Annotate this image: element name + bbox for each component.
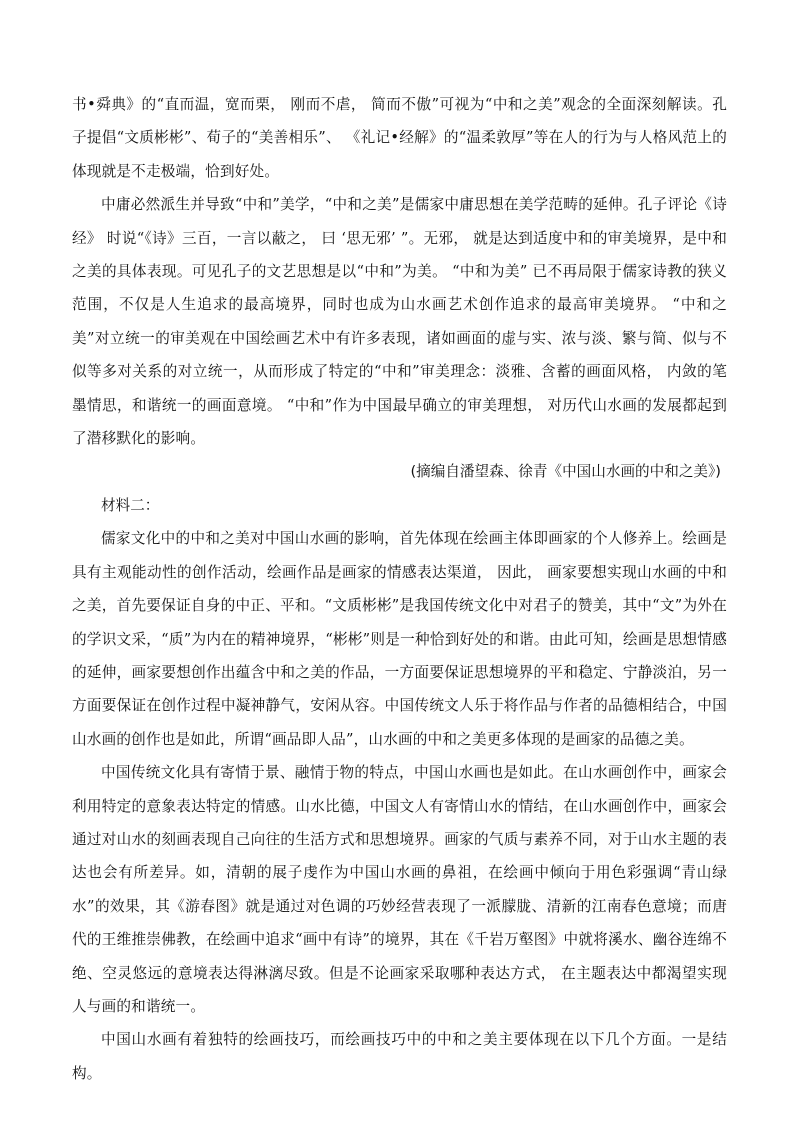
paragraph-painting-technique: 中国山水画有着独特的绘画技巧，而绘画技巧中的中和之美主要体现在以下几个方面。一是结构。 xyxy=(72,1031,727,1082)
paragraph-painter-cultivation: 儒家文化中的中和之美对中国山水画的影响，首先体现在绘画主体即画家的个人修养上。绘画是具有主观能动性的创作活动，绘画作品是画家的情感表达渠道， 因此， 画家要想实现山水画的中和之美，首先要保证自身的中正、平和。“文质彬彬”是我国传统文化中对君子的赞美，其中“文”为外在的学识文采，“质”为内在的精神境界，“彬彬”则是一种恰到好处的和谐。由此可知，绘画是思想情感的延伸，画家要想创作出蕴含中和之美的作品，一方面要保证思想境界的平和稳定、宁静淡泊，另一方面要保证在创作过程中凝神静气，安闲从容。中国传统文人乐于将作品与作者的品德相结合，中国山水画的创作也是如此，所谓“画品即人品”，山水画的中和之美更多体现的是画家的品德之美。 xyxy=(72,530,727,748)
paragraph-emotion-in-landscape: 中国传统文化具有寄情于景、融情于物的特点，中国山水画也是如此。在山水画创作中，画家会利用特定的意象表达特定的情感。山水比德，中国文人有寄情山水的情结，在山水画创作中，画家会通过对山水的刻画表现自己向往的生活方式和思想境界。画家的气质与素养不同，对于山水主题的表达也会有所差异。如，清朝的展子虔作为中国山水画的鼻祖，在绘画中倾向于用色彩强调“青山绿水”的效果，其《游春图》就是通过对色调的巧妙经营表现了一派朦胧、清新的江南春色意境；而唐代的王维推崇佛教，在绘画中追求“画中有诗”的境界，其在《千岩万壑图》中就将溪水、幽谷连绵不绝、空灵悠远的意境表达得淋漓尽致。但是不论画家采取哪种表达方式， 在主题表达中都渴望实现人与画的和谐统一。 xyxy=(72,764,727,1015)
paragraph-zhongyong-aesthetics: 中庸必然派生并导致“中和”美学，“中和之美”是儒家中庸思想在美学范畴的延伸。孔子评论《诗经》 时说“《诗》三百，一言以蔽之， 曰 ‘思无邪’ ”。无邪， 就是达到适度中和的审美境界，是中和之美的具体表现。可见孔子的文艺思想是以“中和”为美。 “中和为美” 已不再局限于儒家诗教的狭义范围，不仅是人生追求的最高境界，同时也成为山水画艺术创作追求的最高审美境界。 “中和之美”对立统一的审美观在中国绘画艺术中有许多表现，诸如画面的虚与实、浓与淡、繁与简、似与不似等多对关系的对立统一，从而形成了特定的“中和”审美理念：淡雅、含蓄的画面风格， 内敛的笔墨情思，和谐统一的画面意境。 “中和”作为中国最早确立的审美理想， 对历代山水画的发展都起到了潜移默化的影响。 xyxy=(72,196,727,448)
source-citation: (摘编自潘望森、徐青《中国山水画的中和之美》) xyxy=(410,463,721,481)
paragraph-material-one-continued: 书•舜典》的“直而温，宽而栗， 刚而不虐， 简而不傲”可视为“中和之美”观念的全面深刻解读。孔子提倡“文质彬彬”、荀子的“美善相乐”、 《礼记•经解》的“温柔敦厚”等在人的行为与人格风范上的体现就是不走极端，恰到好处。 xyxy=(72,96,727,180)
document-body xyxy=(72,88,727,1090)
material-two-heading: 材料二： xyxy=(101,496,160,514)
